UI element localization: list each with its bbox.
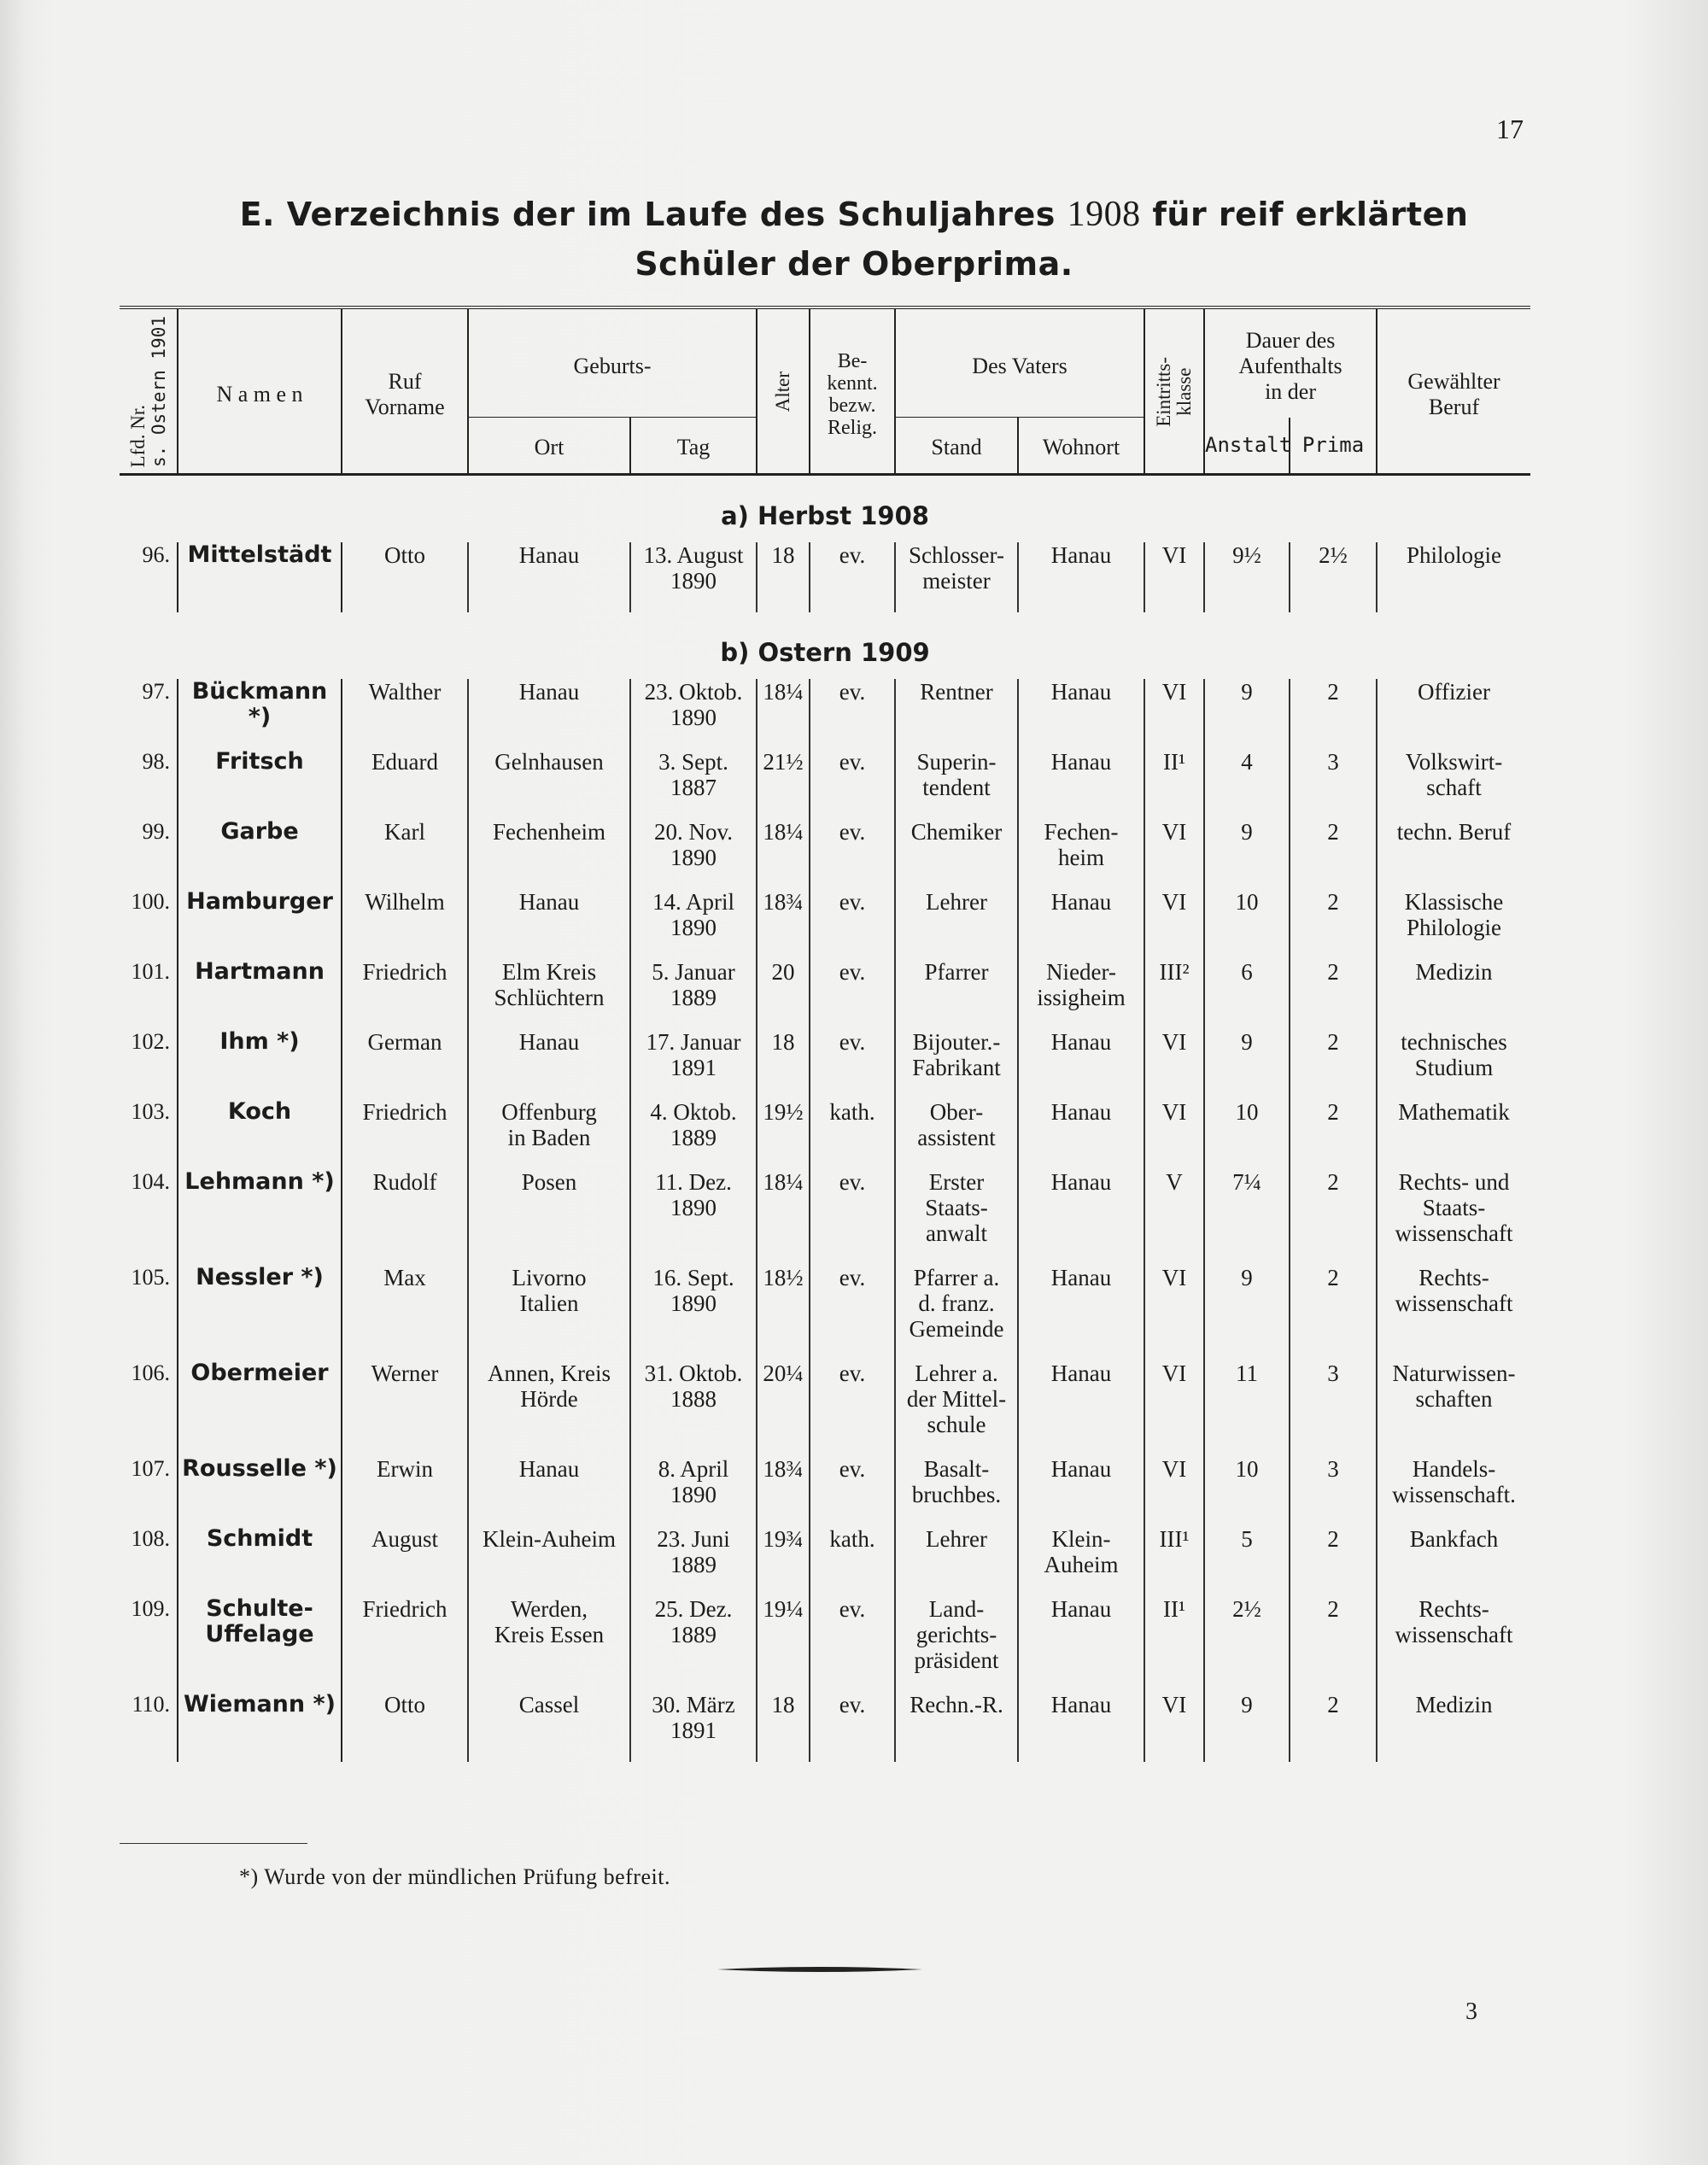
cell-rel: ev. <box>810 1360 895 1456</box>
section-heading <box>120 612 1530 679</box>
cell-prima: 2½ <box>1290 542 1377 612</box>
cell-anstalt: 9 <box>1204 819 1290 889</box>
table-row <box>120 889 1530 959</box>
cell-rel: kath. <box>810 1099 895 1169</box>
header-prima: Prima <box>1290 418 1377 475</box>
cell-name: Wiemann *) <box>178 1692 342 1762</box>
cell-wohnort: Nieder- issigheim <box>1018 959 1144 1029</box>
cell-stand: Basalt- bruchbes. <box>895 1456 1018 1526</box>
cell-beruf: Medizin <box>1415 1692 1493 1718</box>
table-row <box>120 1169 1530 1265</box>
header-ort: Ort <box>468 418 630 475</box>
cell-anstalt: 10 <box>1204 889 1290 959</box>
table-row <box>120 1265 1530 1360</box>
cell-rel: kath. <box>810 1526 895 1596</box>
cell-name: Hamburger <box>178 889 342 959</box>
cell-name: Koch <box>178 1099 342 1169</box>
cell-rel: ev. <box>810 1029 895 1099</box>
cell-nr: 103. <box>131 1099 170 1125</box>
cell-wohnort: Hanau <box>1018 1692 1144 1762</box>
cell-wohnort: Hanau <box>1018 1169 1144 1265</box>
cell-nr: 108. <box>131 1526 170 1552</box>
cell-stand: Erster Staats- anwalt <box>895 1169 1018 1265</box>
cell-name: Schmidt <box>178 1526 342 1596</box>
cell-beruf: Volkswirt- schaft <box>1405 749 1503 801</box>
cell-rel: ev. <box>810 679 895 749</box>
cell-nr: 102. <box>131 1029 170 1055</box>
page-number: 17 <box>1496 114 1524 144</box>
cell-nr: 109. <box>131 1596 170 1622</box>
cell-stand: Lehrer <box>895 1526 1018 1596</box>
cell-vorname: German <box>367 1029 442 1056</box>
header-namen: N a m e n <box>178 307 342 475</box>
cell-tag: 4. Oktob. 1889 <box>630 1099 757 1169</box>
cell-prima: 2 <box>1290 1169 1377 1265</box>
cell-wohnort: Hanau <box>1018 1360 1144 1456</box>
cell-anstalt: 10 <box>1204 1456 1290 1526</box>
header-eintrittsklasse: Eintritts- klasse <box>1144 307 1204 475</box>
cell-vorname: Walther <box>368 679 442 705</box>
cell-rel: ev. <box>810 1169 895 1265</box>
cell-nr: 101. <box>131 959 170 985</box>
cell-nr: 97. <box>142 679 170 705</box>
cell-alter: 18 <box>757 542 810 612</box>
header-tag: Tag <box>630 418 757 475</box>
header-dauer: Dauer des Aufenthalts in der <box>1204 307 1377 418</box>
cell-tag: 17. Januar 1891 <box>630 1029 757 1099</box>
cell-ort: Werden, Kreis Essen <box>468 1596 630 1692</box>
cell-anstalt: 4 <box>1204 749 1290 819</box>
header-wohnort: Wohnort <box>1018 418 1144 475</box>
cell-tag: 30. März 1891 <box>630 1692 757 1762</box>
cell-tag: 23. Juni 1889 <box>630 1526 757 1596</box>
cell-beruf: Klassische Philologie <box>1404 889 1504 941</box>
section-heading <box>120 475 1530 543</box>
cell-prima: 2 <box>1290 1692 1377 1762</box>
header-geburts: Geburts- <box>468 307 757 418</box>
cell-nr: 104. <box>131 1169 170 1195</box>
header-bekennt: Be- kennt. bezw. Relig. <box>810 307 895 475</box>
cell-ort: Annen, Kreis Hörde <box>468 1360 630 1456</box>
cell-alter: 20¼ <box>757 1360 810 1456</box>
cell-nr: 110. <box>132 1692 170 1717</box>
cell-anstalt: 9 <box>1204 1029 1290 1099</box>
cell-prima: 2 <box>1290 1596 1377 1692</box>
cell-anstalt: 9 <box>1204 1692 1290 1762</box>
cell-anstalt: 9½ <box>1204 542 1290 612</box>
cell-tag: 16. Sept. 1890 <box>630 1265 757 1360</box>
cell-ort: Offenburg in Baden <box>468 1099 630 1169</box>
cell-name: Hartmann <box>178 959 342 1029</box>
cell-klasse: III² <box>1144 959 1204 1029</box>
cell-stand: Ober- assistent <box>895 1099 1018 1169</box>
cell-name: Schulte- Uffelage <box>178 1596 342 1692</box>
cell-wohnort: Hanau <box>1018 1265 1144 1360</box>
footnote-rule <box>120 1843 307 1844</box>
cell-vorname: Wilhelm <box>365 889 445 916</box>
cell-prima: 2 <box>1290 1526 1377 1596</box>
cell-vorname: Karl <box>384 819 425 846</box>
cell-prima: 2 <box>1290 1265 1377 1360</box>
cell-stand: Lehrer a. der Mittel- schule <box>895 1360 1018 1456</box>
cell-beruf: technisches Studium <box>1401 1029 1507 1081</box>
title-year: 1908 <box>1067 195 1141 234</box>
cell-ort: Hanau <box>468 1456 630 1526</box>
cell-klasse: VI <box>1144 819 1204 889</box>
cell-klasse: VI <box>1144 1099 1204 1169</box>
page-title <box>0 190 1708 289</box>
cell-stand: Chemiker <box>895 819 1018 889</box>
cell-prima: 2 <box>1290 959 1377 1029</box>
cell-tag: 13. August 1890 <box>630 542 757 612</box>
cell-beruf: Rechts- und Staats- wissenschaft <box>1395 1169 1513 1247</box>
cell-prima: 3 <box>1290 1456 1377 1526</box>
cell-klasse: VI <box>1144 1456 1204 1526</box>
cell-stand: Superin- tendent <box>895 749 1018 819</box>
header-beruf: Gewählter Beruf <box>1377 307 1530 475</box>
cell-klasse: VI <box>1144 1692 1204 1762</box>
cell-prima: 2 <box>1290 679 1377 749</box>
cell-nr: 106. <box>131 1360 170 1386</box>
cell-beruf: Philologie <box>1407 542 1502 569</box>
cell-stand: Land- gerichts- präsident <box>895 1596 1018 1692</box>
table-row <box>120 1692 1530 1762</box>
table-row <box>120 819 1530 889</box>
cell-stand: Schlosser- meister <box>895 542 1018 612</box>
title-part-b: für reif erklärten <box>1140 196 1469 233</box>
cell-stand: Rentner <box>895 679 1018 749</box>
header-stand: Stand <box>895 418 1018 475</box>
cell-wohnort: Hanau <box>1018 889 1144 959</box>
header-rufvorname: Ruf Vorname <box>342 307 468 475</box>
cell-nr: 99. <box>142 819 170 845</box>
table-row <box>120 1596 1530 1692</box>
cell-prima: 3 <box>1290 749 1377 819</box>
section-label: b) Ostern 1909 <box>720 638 930 668</box>
cell-name: Obermeier <box>178 1360 342 1456</box>
cell-name: Rousselle *) <box>178 1456 342 1526</box>
cell-alter: 18¾ <box>757 1456 810 1526</box>
cell-prima: 2 <box>1290 819 1377 889</box>
cell-rel: ev. <box>810 819 895 889</box>
cell-vorname: Max <box>383 1265 426 1291</box>
cell-anstalt: 11 <box>1204 1360 1290 1456</box>
cell-vorname: Werner <box>371 1360 439 1387</box>
cell-wohnort: Hanau <box>1018 1029 1144 1099</box>
table-row <box>120 679 1530 749</box>
cell-name: Mittelstädt <box>178 542 342 612</box>
cell-klasse: V <box>1144 1169 1204 1265</box>
cell-alter: 18 <box>757 1029 810 1099</box>
cell-alter: 18¼ <box>757 819 810 889</box>
cell-alter: 18 <box>757 1692 810 1762</box>
cell-vorname: Friedrich <box>362 959 447 986</box>
table-row <box>120 1526 1530 1596</box>
cell-wohnort: Klein- Auheim <box>1018 1526 1144 1596</box>
cell-ort: Klein-Auheim <box>468 1526 630 1596</box>
cell-tag: 23. Oktob. 1890 <box>630 679 757 749</box>
cell-rel: ev. <box>810 889 895 959</box>
cell-wohnort: Hanau <box>1018 749 1144 819</box>
cell-stand: Pfarrer a. d. franz. Gemeinde <box>895 1265 1018 1360</box>
footnote: *) Wurde von der mündlichen Prüfung befreit. <box>239 1864 670 1889</box>
cell-wohnort: Hanau <box>1018 1456 1144 1526</box>
cell-vorname: Otto <box>383 542 425 569</box>
cell-nr: 98. <box>142 749 170 775</box>
cell-alter: 18¾ <box>757 889 810 959</box>
cell-ort: Hanau <box>468 542 630 612</box>
cell-nr: 100. <box>131 889 170 915</box>
cell-ort: Fechenheim <box>468 819 630 889</box>
cell-vorname: Erwin <box>377 1456 433 1483</box>
table-row <box>120 1029 1530 1099</box>
title-line-1 <box>0 190 1708 239</box>
cell-tag: 8. April 1890 <box>630 1456 757 1526</box>
cell-vorname: Friedrich <box>362 1099 447 1126</box>
cell-vorname: August <box>371 1526 438 1553</box>
cell-wohnort: Hanau <box>1018 542 1144 612</box>
cell-wohnort: Hanau <box>1018 1596 1144 1692</box>
cell-name: Bückmann *) <box>178 679 342 749</box>
header-anstalt: Anstalt <box>1204 418 1290 475</box>
cell-rel: ev. <box>810 959 895 1029</box>
cell-alter: 18¼ <box>757 679 810 749</box>
table-row <box>120 1360 1530 1456</box>
cell-beruf: Medizin <box>1415 959 1493 986</box>
header-lfd-nr: Lfd. Nr.s. Ostern 1901 <box>120 307 178 475</box>
cell-alter: 21½ <box>757 749 810 819</box>
table-row <box>120 1456 1530 1526</box>
cell-rel: ev. <box>810 749 895 819</box>
cell-ort: Hanau <box>468 889 630 959</box>
cell-anstalt: 6 <box>1204 959 1290 1029</box>
cell-stand: Rechn.-R. <box>895 1692 1018 1762</box>
cell-klasse: II¹ <box>1144 749 1204 819</box>
cell-stand: Bijouter.- Fabrikant <box>895 1029 1018 1099</box>
cell-nr: 96. <box>142 542 170 568</box>
cell-prima: 2 <box>1290 1099 1377 1169</box>
cell-rel: ev. <box>810 1265 895 1360</box>
cell-rel: ev. <box>810 542 895 612</box>
cell-name: Nessler *) <box>178 1265 342 1360</box>
cell-tag: 20. Nov. 1890 <box>630 819 757 889</box>
cell-beruf: Handels- wissenschaft. <box>1392 1456 1516 1508</box>
cell-wohnort: Hanau <box>1018 1099 1144 1169</box>
cell-anstalt: 5 <box>1204 1526 1290 1596</box>
title-part-a: E. Verzeichnis der im Laufe des Schuljahres <box>239 196 1068 233</box>
table-row <box>120 749 1530 819</box>
cell-vorname: Friedrich <box>362 1596 447 1623</box>
cell-vorname: Eduard <box>371 749 438 775</box>
cell-ort: Cassel <box>468 1692 630 1762</box>
cell-name: Ihm *) <box>178 1029 342 1099</box>
cell-anstalt: 10 <box>1204 1099 1290 1169</box>
cell-beruf: techn. Beruf <box>1396 819 1512 846</box>
cell-ort: Posen <box>468 1169 630 1265</box>
cell-name: Garbe <box>178 819 342 889</box>
table-body <box>120 475 1530 1763</box>
cell-tag: 11. Dez. 1890 <box>630 1169 757 1265</box>
cell-anstalt: 7¼ <box>1204 1169 1290 1265</box>
cell-vorname: Otto <box>383 1692 425 1718</box>
cell-klasse: VI <box>1144 679 1204 749</box>
cell-anstalt: 9 <box>1204 679 1290 749</box>
cell-ort: Elm Kreis Schlüchtern <box>468 959 630 1029</box>
cell-beruf: Mathematik <box>1398 1099 1510 1126</box>
cell-klasse: II¹ <box>1144 1596 1204 1692</box>
cell-beruf: Rechts- wissenschaft <box>1395 1596 1513 1648</box>
cell-klasse: VI <box>1144 889 1204 959</box>
cell-rel: ev. <box>810 1692 895 1762</box>
cell-ort: Livorno Italien <box>468 1265 630 1360</box>
cell-alter: 19¼ <box>757 1596 810 1692</box>
cell-vorname: Rudolf <box>372 1169 437 1196</box>
cell-tag: 3. Sept. 1887 <box>630 749 757 819</box>
cell-ort: Hanau <box>468 1029 630 1099</box>
title-line-2: Schüler der Oberprima. <box>635 245 1073 283</box>
cell-stand: Pfarrer <box>895 959 1018 1029</box>
cell-name: Lehmann *) <box>178 1169 342 1265</box>
cell-nr: 107. <box>131 1456 170 1482</box>
cell-rel: ev. <box>810 1596 895 1692</box>
table-row <box>120 959 1530 1029</box>
header-alter: Alter <box>757 307 810 475</box>
cell-beruf: Offizier <box>1418 679 1491 705</box>
table-row <box>120 542 1530 612</box>
cell-beruf: Bankfach <box>1409 1526 1499 1553</box>
cell-tag: 25. Dez. 1889 <box>630 1596 757 1692</box>
cell-name: Fritsch <box>178 749 342 819</box>
signature-mark: 3 <box>1465 1998 1477 2025</box>
cell-alter: 18¼ <box>757 1169 810 1265</box>
cell-tag: 5. Januar 1889 <box>630 959 757 1029</box>
cell-prima: 2 <box>1290 889 1377 959</box>
cell-klasse: III¹ <box>1144 1526 1204 1596</box>
table-row <box>120 1099 1530 1169</box>
cell-tag: 14. April 1890 <box>630 889 757 959</box>
graduates-table <box>120 306 1530 1762</box>
cell-alter: 19¾ <box>757 1526 810 1596</box>
cell-klasse: VI <box>1144 1265 1204 1360</box>
decorative-rule <box>717 1966 922 1973</box>
cell-alter: 20 <box>757 959 810 1029</box>
cell-tag: 31. Oktob. 1888 <box>630 1360 757 1456</box>
cell-alter: 18½ <box>757 1265 810 1360</box>
cell-prima: 2 <box>1290 1029 1377 1099</box>
cell-alter: 19½ <box>757 1099 810 1169</box>
cell-stand: Lehrer <box>895 889 1018 959</box>
cell-prima: 3 <box>1290 1360 1377 1456</box>
cell-anstalt: 2½ <box>1204 1596 1290 1692</box>
cell-ort: Gelnhausen <box>468 749 630 819</box>
cell-beruf: Naturwissen- schaften <box>1392 1360 1516 1413</box>
header-des-vaters: Des Vaters <box>895 307 1144 418</box>
cell-anstalt: 9 <box>1204 1265 1290 1360</box>
cell-klasse: VI <box>1144 542 1204 612</box>
cell-klasse: VI <box>1144 1029 1204 1099</box>
cell-ort: Hanau <box>468 679 630 749</box>
cell-wohnort: Hanau <box>1018 679 1144 749</box>
cell-nr: 105. <box>131 1265 170 1290</box>
cell-beruf: Rechts- wissenschaft <box>1395 1265 1513 1317</box>
cell-rel: ev. <box>810 1456 895 1526</box>
cell-klasse: VI <box>1144 1360 1204 1456</box>
cell-wohnort: Fechen- heim <box>1018 819 1144 889</box>
section-label: a) Herbst 1908 <box>721 501 929 531</box>
